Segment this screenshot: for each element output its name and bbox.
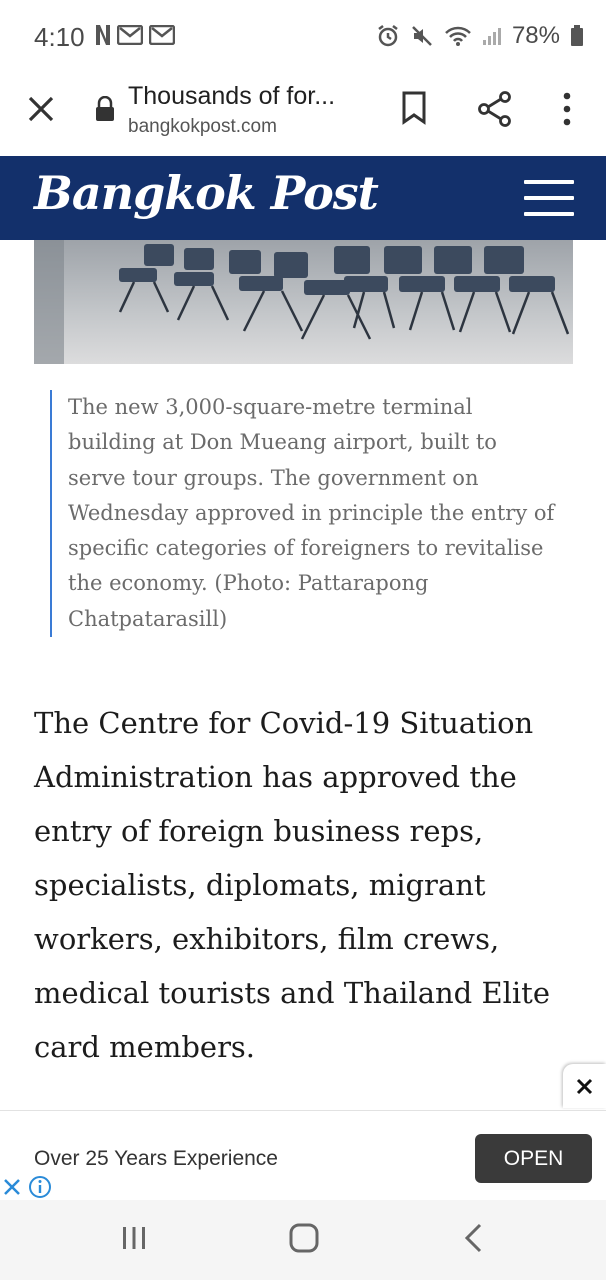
gmail-icon bbox=[117, 25, 143, 45]
alarm-icon bbox=[376, 24, 400, 48]
more-vert-icon bbox=[556, 90, 578, 128]
ad-open-button[interactable]: OPEN bbox=[475, 1134, 592, 1183]
caption-text: The new 3,000-square-metre terminal building at Don Mueang airport, built to serve tour groups. The government on Wednesday approved in principle the entry of specific categories of foreigners to revitalise the economy. (Photo: Pattarapong Chatpatarasill) bbox=[68, 395, 555, 631]
battery-icon bbox=[570, 25, 584, 47]
photo-caption bbox=[50, 390, 560, 637]
close-tab-button[interactable] bbox=[24, 92, 58, 126]
ad-close-button[interactable] bbox=[563, 1064, 606, 1108]
page-url[interactable]: bangkokpost.com bbox=[128, 116, 277, 137]
bookmark-button[interactable] bbox=[398, 90, 430, 131]
recent-apps-icon[interactable] bbox=[120, 1224, 148, 1252]
back-icon[interactable] bbox=[462, 1222, 486, 1254]
close-icon bbox=[24, 92, 58, 126]
bookmark-icon bbox=[398, 90, 430, 126]
signal-icon bbox=[482, 26, 502, 46]
airport-seats-image bbox=[34, 240, 573, 364]
ad-close-icon bbox=[576, 1078, 593, 1095]
system-status-icons bbox=[376, 22, 584, 50]
battery-level: 78% bbox=[511, 22, 560, 49]
wifi-icon bbox=[444, 25, 472, 47]
site-menu-button[interactable] bbox=[524, 180, 574, 216]
site-logo[interactable]: Bangkok Post bbox=[34, 166, 378, 220]
page-title[interactable]: Thousands of for... bbox=[128, 82, 336, 110]
status-time: 4:10 bbox=[34, 22, 85, 52]
ad-text: Over 25 Years Experience bbox=[34, 1147, 278, 1170]
gmail-icon bbox=[149, 25, 175, 45]
browser-toolbar bbox=[0, 72, 606, 156]
status-bar bbox=[0, 0, 606, 72]
article-body bbox=[34, 696, 579, 1074]
home-icon[interactable] bbox=[288, 1222, 320, 1254]
system-nav-bar bbox=[0, 1200, 606, 1280]
more-options-button[interactable] bbox=[556, 90, 578, 133]
mute-icon bbox=[410, 24, 434, 48]
notification-icons bbox=[95, 24, 175, 46]
share-icon bbox=[476, 90, 514, 128]
info-icon[interactable] bbox=[28, 1175, 52, 1199]
share-button[interactable] bbox=[476, 90, 514, 133]
hamburger-icon bbox=[524, 180, 574, 184]
article-paragraph: The Centre for Covid-19 Situation Administration has approved the entry of foreign business reps, specialists, diplomats, migrant workers, exhibitors, film crews, medical tourists and Thailand Elite card members. bbox=[34, 706, 550, 1064]
lock-icon bbox=[94, 96, 116, 122]
ad-dismiss-icon[interactable] bbox=[2, 1177, 22, 1197]
netflix-icon bbox=[95, 24, 111, 46]
ad-banner[interactable] bbox=[0, 1110, 606, 1200]
site-header bbox=[0, 156, 606, 240]
article-photo bbox=[34, 240, 573, 364]
